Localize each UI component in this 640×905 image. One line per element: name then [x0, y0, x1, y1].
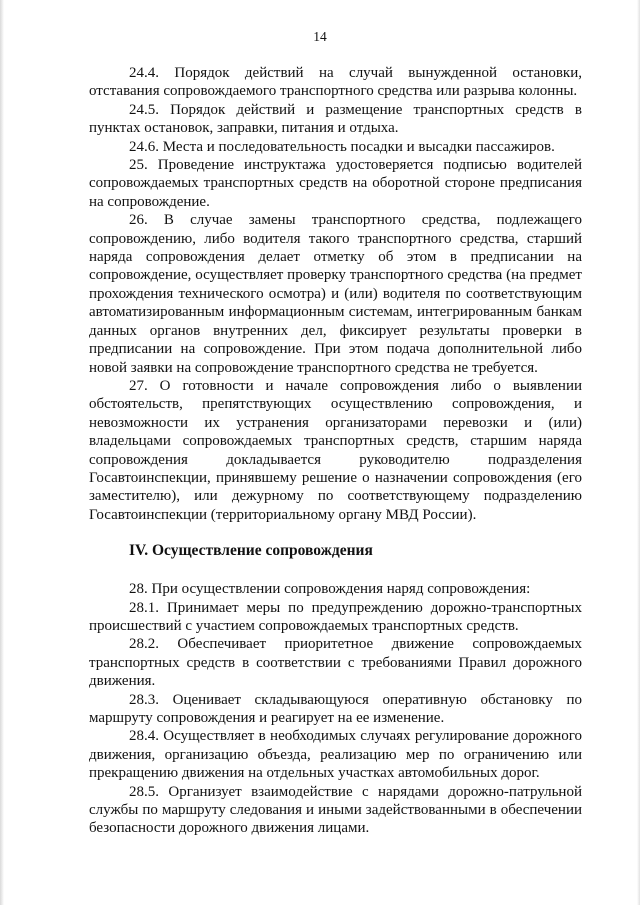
paragraph-28-3: 28.3. Оценивает складывающуюся оперативную обстановку по маршруту сопровождения и реагирует на ее изменение. [89, 691, 582, 726]
paragraph-24-5: 24.5. Порядок действий и размещение транспортных средств в пунктах остановок, заправки, питания и отдыха. [89, 101, 582, 137]
paragraph-25: 25. Проведение инструктажа удостоверяется подписью водителей сопровождаемых транспортных средств на оборотной стороне предписания на сопровождение. [89, 157, 582, 210]
section-heading: IV. Осуществление сопровождения [129, 542, 373, 560]
document-body [89, 64, 582, 838]
paragraph-26: 26. В случае замены транспортного средства, подлежащего сопровождению, либо водителя такого транспортного средства, старший наряда сопровождения делает отметку об этом в предписании на сопровождение, осуществляет проверку транспортного средства (на предмет прохождения технического осмотра) и (или) водителя по соответствующим автоматизированным информационным системам, интегрированным банкам данных органов внутренних дел, фиксирует результаты проверки в предписании на сопровождение. При этом подача дополнительной либо новой заявки на сопровождение транспортного средства не требуется. [89, 212, 582, 376]
page-number: 14 [313, 29, 327, 44]
paragraph-28: 28. При осуществлении сопровождения наряд сопровождения: [129, 581, 531, 598]
paragraph-28-4: 28.4. Осуществляет в необходимых случаях регулирование дорожного движения, организацию объезда, реализацию мер по ограничению или прекращению движения на отдельных участках автомобильных дорог. [89, 728, 582, 782]
paragraph-24-4: 24.4. Порядок действий на случай вынужденной остановки, отставания сопровождаемого транспортного средства или разрыва колонны. [89, 65, 582, 100]
paragraph-28-1: 28.1. Принимает меры по предупреждению дорожно-транспортных происшествий с участием сопровождаемых транспортных средств. [89, 599, 582, 634]
paragraph-24-6: 24.6. Места и последовательность посадки и высадки пассажиров. [129, 138, 555, 155]
paragraph-28-5: 28.5. Организует взаимодействие с нарядами дорожно-патрульной службы по маршруту следования и иными задействованными в обеспечении безопасности дорожного движения лицами. [89, 783, 582, 837]
paragraph-27: 27. О готовности и начале сопровождения либо о выявлении обстоятельств, препятствующих осуществлению сопровождения, и невозможности их устранения организаторами перевозки и (или) владельцами сопровождаемых транспортных средств, старшим наряда сопровождения докладывается руководителю подразделения Госавтоинспекции, принявшему решение о назначении сопровождения (его заместителю), или дежурному по соответствующему подразделению Госавтоинспекции (территориальному органу МВД России). [89, 377, 582, 523]
paragraph-28-2: 28.2. Обеспечивает приоритетное движение сопровождаемых транспортных средств в соответствии с требованиями Правил дорожного движения. [89, 636, 582, 690]
scan-left-edge [0, 0, 4, 905]
